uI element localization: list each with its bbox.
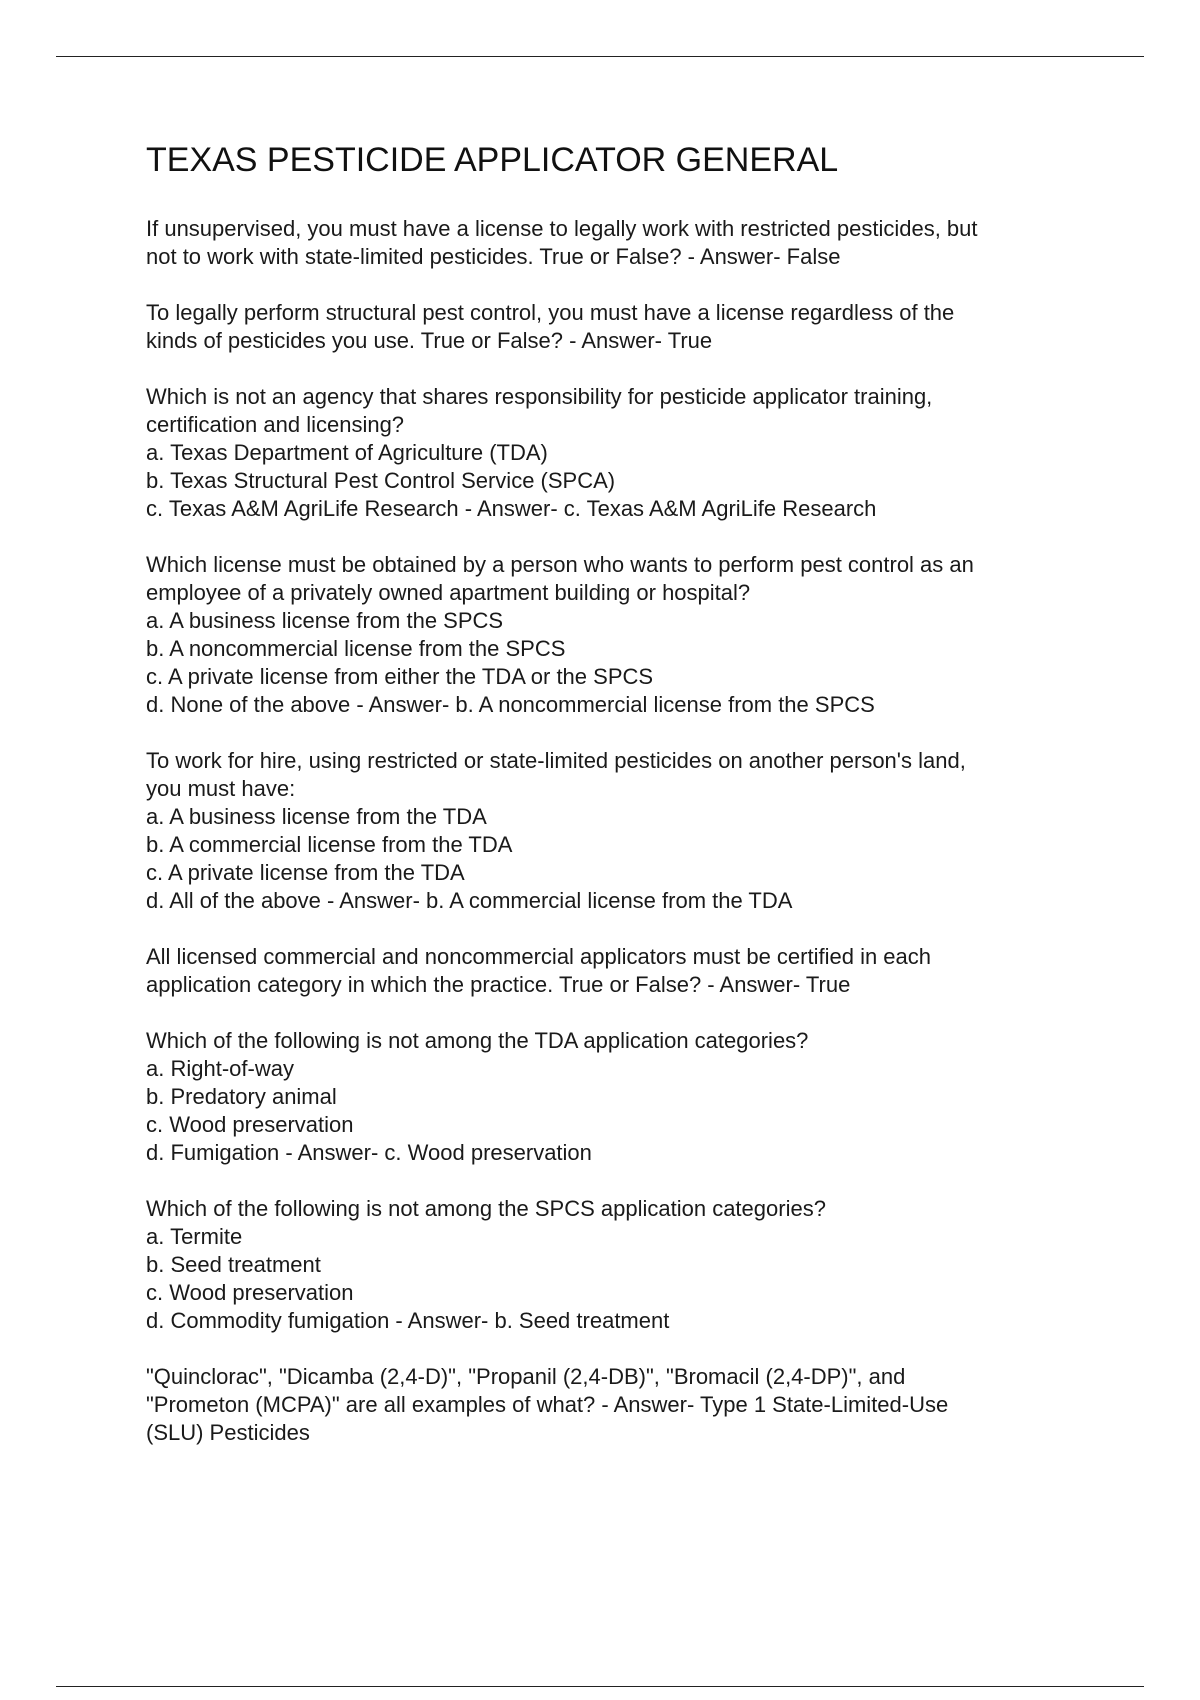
question-line: kinds of pesticides you use. True or False? - Answer- True bbox=[146, 327, 713, 353]
question-line: b. Texas Structural Pest Control Service (SPCA) bbox=[146, 467, 616, 493]
question-text: To work for hire, using restricted or state-limited pesticides on another person's land, bbox=[146, 747, 966, 773]
question-line: c. Wood preservation bbox=[146, 1111, 354, 1137]
question-line: c. A private license from either the TDA or the SPCS bbox=[146, 663, 654, 689]
question-line: a. Right-of-way bbox=[146, 1055, 294, 1081]
question-block bbox=[146, 383, 1076, 523]
question-line: b. Predatory animal bbox=[146, 1083, 337, 1109]
question-line: not to work with state-limited pesticides. True or False? - Answer- False bbox=[146, 243, 841, 269]
question-text: If unsupervised, you must have a license to legally work with restricted pesticides, but bbox=[146, 215, 978, 241]
question-text: All licensed commercial and noncommercial applicators must be certified in each bbox=[146, 943, 932, 969]
question-text: Which of the following is not among the TDA application categories? bbox=[146, 1027, 809, 1053]
question-line: d. Commodity fumigation - Answer- b. Seed treatment bbox=[146, 1307, 670, 1333]
question-text: Which license must be obtained by a person who wants to perform pest control as an bbox=[146, 551, 974, 577]
question-line: a. Texas Department of Agriculture (TDA) bbox=[146, 439, 548, 465]
question-line: certification and licensing? bbox=[146, 411, 405, 437]
question-block bbox=[146, 299, 1076, 355]
question-line: b. A noncommercial license from the SPCS bbox=[146, 635, 566, 661]
footer-divider bbox=[56, 1686, 1144, 1687]
question-text: Which is not an agency that shares responsibility for pesticide applicator training, bbox=[146, 383, 933, 409]
question-line: employee of a privately owned apartment building or hospital? bbox=[146, 579, 751, 605]
question-line: b. Seed treatment bbox=[146, 1251, 321, 1277]
question-line: (SLU) Pesticides bbox=[146, 1419, 310, 1445]
question-block bbox=[146, 747, 1076, 915]
question-line: you must have: bbox=[146, 775, 296, 801]
question-line: application category in which the practice. True or False? - Answer- True bbox=[146, 971, 851, 997]
question-line: a. Termite bbox=[146, 1223, 243, 1249]
question-line: c. A private license from the TDA bbox=[146, 859, 465, 885]
question-block bbox=[146, 1027, 1076, 1167]
question-line: d. None of the above - Answer- b. A noncommercial license from the SPCS bbox=[146, 691, 875, 717]
question-block bbox=[146, 943, 1076, 999]
question-list bbox=[146, 215, 1076, 1447]
question-text: To legally perform structural pest control, you must have a license regardless of the bbox=[146, 299, 955, 325]
question-line: b. A commercial license from the TDA bbox=[146, 831, 513, 857]
question-line: c. Wood preservation bbox=[146, 1279, 354, 1305]
question-line: a. A business license from the TDA bbox=[146, 803, 487, 829]
question-line: d. Fumigation - Answer- c. Wood preservation bbox=[146, 1139, 592, 1165]
question-block bbox=[146, 551, 1076, 719]
question-block bbox=[146, 1363, 1076, 1447]
question-line: "Prometon (MCPA)" are all examples of what? - Answer- Type 1 State-Limited-Use bbox=[146, 1391, 949, 1417]
question-text: Which of the following is not among the SPCS application categories? bbox=[146, 1195, 826, 1221]
document-body bbox=[146, 140, 1076, 1475]
question-line: d. All of the above - Answer- b. A commercial license from the TDA bbox=[146, 887, 793, 913]
header-divider bbox=[56, 56, 1144, 57]
question-block bbox=[146, 215, 1076, 271]
question-line: a. A business license from the SPCS bbox=[146, 607, 504, 633]
question-text: "Quinclorac", "Dicamba (2,4-D)", "Propanil (2,4-DB)", "Bromacil (2,4-DP)", and bbox=[146, 1363, 906, 1389]
question-block bbox=[146, 1195, 1076, 1335]
document-title: TEXAS PESTICIDE APPLICATOR GENERAL bbox=[146, 141, 839, 179]
question-line: c. Texas A&M AgriLife Research - Answer- c. Texas A&M AgriLife Research bbox=[146, 495, 877, 521]
